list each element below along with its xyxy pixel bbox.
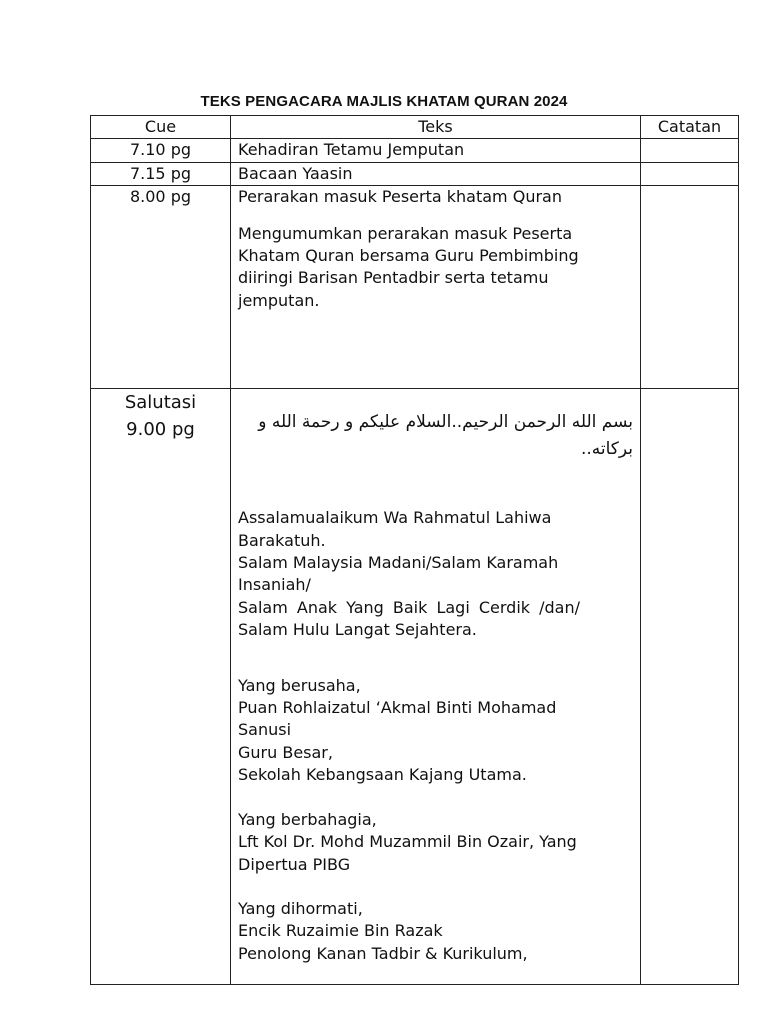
cue-cell: 8.00 pg [91, 186, 231, 389]
header-cue: Cue [91, 116, 231, 139]
teks-line: Lft Kol Dr. Mohd Muzammil Bin Ozair, Yang [238, 832, 577, 852]
teks-line: Encik Ruzaimie Bin Razak [238, 921, 443, 941]
teks-line: Yang berusaha, [238, 675, 361, 695]
document-title: TEKS PENGACARA MAJLIS KHATAM QURAN 2024 [200, 93, 568, 110]
arabic-greeting: بسم الله الرحمن الرحيم..السلام عليكم و رحمة الله و بركاته.. [258, 412, 633, 460]
teks-line: Sanusi [238, 720, 292, 740]
teks-line: Salam Malaysia Madani/Salam Karamah [238, 553, 559, 573]
teks-cell [231, 186, 641, 389]
catatan-cell [641, 186, 739, 389]
table-header-row [91, 116, 739, 139]
teks-line: Yang dihormati, [238, 898, 363, 918]
teks-cell [231, 389, 641, 985]
table-row [91, 162, 739, 185]
cue-label: Salutasi [124, 392, 197, 414]
teks-line: Barakatuh. [238, 530, 326, 550]
teks-line: Insaniah/ [238, 575, 311, 595]
teks-line: jemputan. [238, 290, 320, 310]
script-table [90, 115, 739, 985]
table-row [91, 186, 739, 389]
teks-line: Perarakan masuk Peserta khatam Quran [238, 187, 562, 207]
teks-line: Mengumumkan perarakan masuk Peserta [238, 223, 573, 243]
teks-cell: Kehadiran Tetamu Jemputan [231, 139, 641, 162]
catatan-cell [641, 139, 739, 162]
teks-line: Guru Besar, [238, 742, 333, 762]
table-row [91, 389, 739, 985]
catatan-cell [641, 389, 739, 985]
teks-line: Salam Hulu Langat Sejahtera. [238, 620, 477, 640]
teks-line: Dipertua PIBG [238, 854, 351, 874]
header-teks: Teks [231, 116, 641, 139]
cue-cell: 7.15 pg [91, 162, 231, 185]
cue-cell: 7.10 pg [91, 139, 231, 162]
header-catatan: Catatan [641, 116, 739, 139]
teks-line: Puan Rohlaizatul ‘Akmal Binti Mohamad [238, 698, 557, 718]
teks-line: Khatam Quran bersama Guru Pembimbing [238, 246, 579, 266]
teks-cell: Bacaan Yaasin [231, 162, 641, 185]
table-row [91, 139, 739, 162]
cue-time: 9.00 pg [126, 419, 195, 441]
teks-line: Yang berbahagia, [238, 809, 377, 829]
teks-line: Assalamualaikum Wa Rahmatul Lahiwa [238, 508, 552, 528]
teks-line: Sekolah Kebangsaan Kajang Utama. [238, 765, 527, 785]
teks-line: Penolong Kanan Tadbir & Kurikulum, [238, 943, 528, 963]
teks-line: diiringi Barisan Pentadbir serta tetamu [238, 268, 549, 288]
teks-line: Salam Anak Yang Baik Lagi Cerdik /dan/ [238, 597, 581, 617]
catatan-cell [641, 162, 739, 185]
cue-cell [91, 389, 231, 985]
